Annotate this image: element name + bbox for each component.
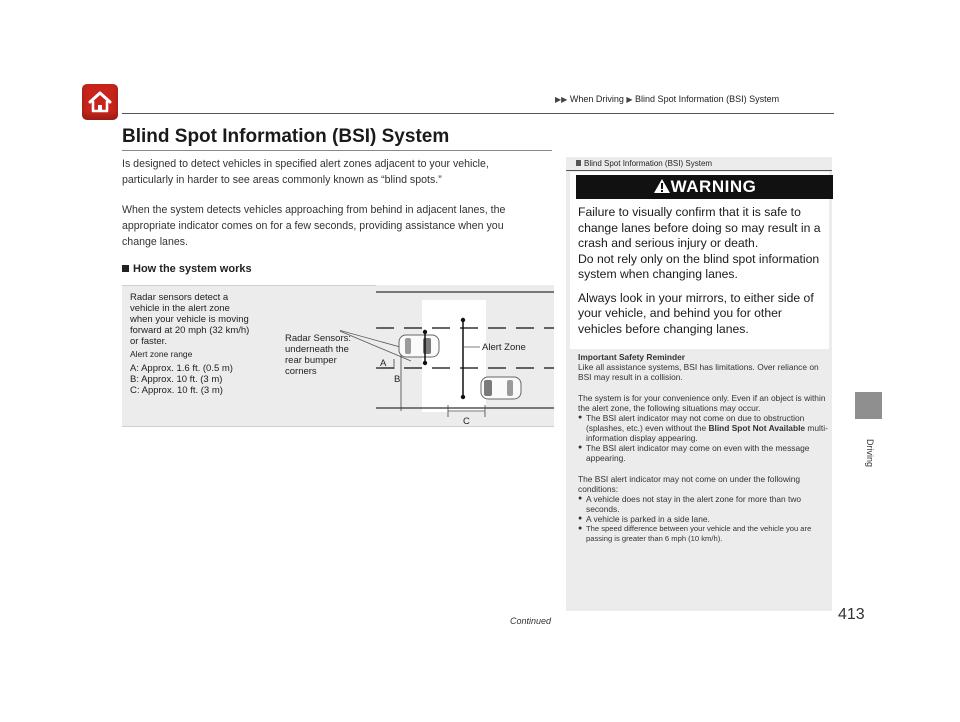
subheading	[122, 263, 252, 275]
list-item: ● A vehicle is parked in a side lane.	[578, 514, 828, 524]
text-line: when your vehicle is moving	[130, 314, 249, 325]
subheading-text: How the system works	[133, 263, 252, 275]
warning-paragraph: Do not rely only on the blind spot information system when changing lanes.	[578, 251, 820, 281]
list-item: ● A vehicle does not stay in the alert zone for more than two seconds.	[578, 494, 828, 514]
conditions-intro: The BSI alert indicator may not come on under the following conditions:	[578, 474, 801, 494]
sidebar-header-label: Blind Spot Information (BSI) System	[584, 159, 713, 168]
title-divider	[122, 150, 552, 151]
convenience-text: The system is for your convenience only. Even if an object is within the alert zone, the following situations may occur.	[578, 393, 826, 413]
warning-text	[578, 205, 828, 345]
sidebar-header-text	[576, 159, 712, 168]
breadcrumb	[555, 94, 779, 104]
text-line: underneath the	[285, 344, 349, 355]
reminder-text: Like all assistance systems, BSI has limitations. Over reliance on BSI may result in a collision.	[578, 362, 819, 382]
text-line: rear bumper	[285, 355, 337, 366]
breadcrumb-item[interactable]: When Driving	[569, 94, 624, 104]
warning-paragraph: Failure to visually confirm that it is safe to change lanes before doing so may result in a crash and serious injury or death.	[578, 205, 821, 250]
text-line: change lanes.	[122, 236, 188, 248]
figure-description	[130, 292, 280, 396]
text-line: When the system detects vehicles approaching from behind in adjacent lanes, the	[122, 204, 506, 216]
home-icon	[82, 84, 118, 120]
breadcrumb-arrow-icon: ▶▶	[555, 95, 568, 104]
warning-triangle-icon	[653, 178, 671, 194]
text-line: Radar sensors detect a	[130, 292, 229, 303]
header-divider	[122, 113, 834, 114]
breadcrumb-item[interactable]: Blind Spot Information (BSI) System	[635, 94, 780, 104]
list-item	[578, 413, 828, 443]
range-b: B: Approx. 10 ft. (3 m)	[130, 374, 223, 385]
dimension-c-label: C	[463, 416, 470, 425]
text-line: forward at 20 mph (32 km/h)	[130, 325, 250, 336]
text-line: corners	[285, 366, 317, 377]
adjacent-vehicle	[481, 377, 521, 399]
range-label: Alert zone range	[130, 349, 193, 359]
breadcrumb-arrow-icon: ▶	[626, 95, 633, 104]
alert-zone-diagram	[340, 285, 554, 425]
list-item: ● The BSI alert indicator may come on even with the message appearing.	[578, 443, 828, 463]
text-line: Radar Sensors:	[285, 333, 352, 344]
display-message-name: Blind Spot Not Available	[708, 423, 806, 433]
warning-banner	[576, 175, 833, 199]
section-tab-marker	[855, 392, 882, 419]
text-line: Is designed to detect vehicles in specified alert zones adjacent to your vehicle,	[122, 158, 489, 170]
reminder-title: Important Safety Reminder	[578, 352, 686, 362]
intro-paragraph	[122, 156, 552, 188]
text-line: appropriate indicator comes on for a few seconds, providing assistance when you	[122, 220, 504, 232]
text-line: particularly in harder to see areas commonly known as “blind spots.”	[122, 174, 442, 186]
dimension-a-label: A	[380, 358, 387, 369]
range-a: A: Approx. 1.6 ft. (0.5 m)	[130, 363, 233, 374]
home-button[interactable]	[82, 84, 118, 120]
list-item-text: The BSI alert indicator may not come on due to obstruction (splashes, etc.) even without the	[586, 413, 805, 433]
text-line: vehicle in the alert zone	[130, 303, 230, 314]
indicator-paragraph	[122, 202, 552, 250]
alert-zone-label: Alert Zone	[482, 342, 526, 353]
sidebar-body	[578, 352, 828, 544]
section-tab-label[interactable]: Driving	[865, 438, 875, 468]
list-item-text: multi-information display appearing.	[586, 423, 828, 443]
page-number: 413	[838, 606, 865, 623]
bullet-square-icon	[122, 265, 129, 272]
warning-paragraph: Always look in your mirrors, to either side of your vehicle, and behind you for other vehicles before changing lanes.	[578, 290, 814, 336]
text-line: or faster.	[130, 336, 167, 347]
continued-label: Continued	[510, 616, 552, 626]
range-c: C: Approx. 10 ft. (3 m)	[130, 385, 223, 396]
own-vehicle	[399, 335, 439, 357]
page-title: Blind Spot Information (BSI) System	[122, 126, 450, 147]
warning-title: WARNING	[670, 177, 757, 196]
dimension-b-label: B	[394, 374, 401, 385]
list-item: ● The speed difference between your vehicle and the vehicle you are passing is greater than 6 mph (10 km/h).	[578, 524, 828, 544]
note-icon	[576, 160, 581, 166]
